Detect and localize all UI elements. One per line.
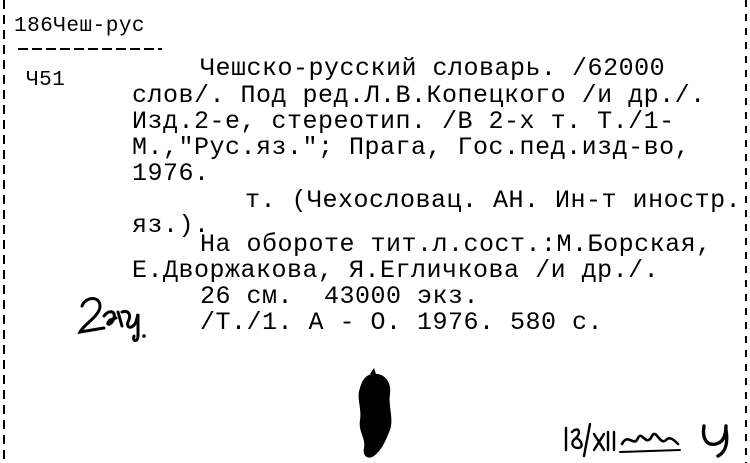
title-line-1: Чешско-русский словарь. /62000	[200, 54, 666, 83]
publisher-line: М.,"Рус.яз."; Прага, Гос.пед.изд-во,	[132, 133, 691, 162]
call-number: 186Чеш-рус	[14, 15, 146, 38]
edition-line: Изд.2-е, стереотип. /В 2-х т. Т./1-	[132, 107, 675, 136]
volume-line: /Т./1. А - О. 1976. 580 с.	[200, 308, 604, 337]
ink-blot	[352, 368, 396, 462]
shelf-mark: Ч51	[26, 69, 66, 92]
year-line: 1976.	[132, 159, 210, 188]
handwritten-copies-note	[76, 292, 156, 344]
compilers-line-2: Е.Дворжакова, Я.Егличкова /и др./.	[132, 256, 660, 285]
handwritten-date	[562, 418, 682, 460]
series-line-1: т. (Чехословац. АН. Ин-т иностр.	[245, 186, 742, 215]
handwritten-corner-mark	[696, 420, 736, 460]
compilers-line-1: На обороте тит.л.сост.:М.Борская,	[200, 230, 712, 259]
title-line-2: слов/. Под ред.Л.В.Копецкого /и др./.	[132, 81, 706, 110]
series-line-2: яз.).	[132, 211, 210, 240]
card-right-edge	[745, 0, 747, 463]
physical-line: 26 см. 43000 экз.	[200, 282, 480, 311]
card-left-edge	[3, 0, 5, 463]
divider-rule	[18, 48, 162, 50]
